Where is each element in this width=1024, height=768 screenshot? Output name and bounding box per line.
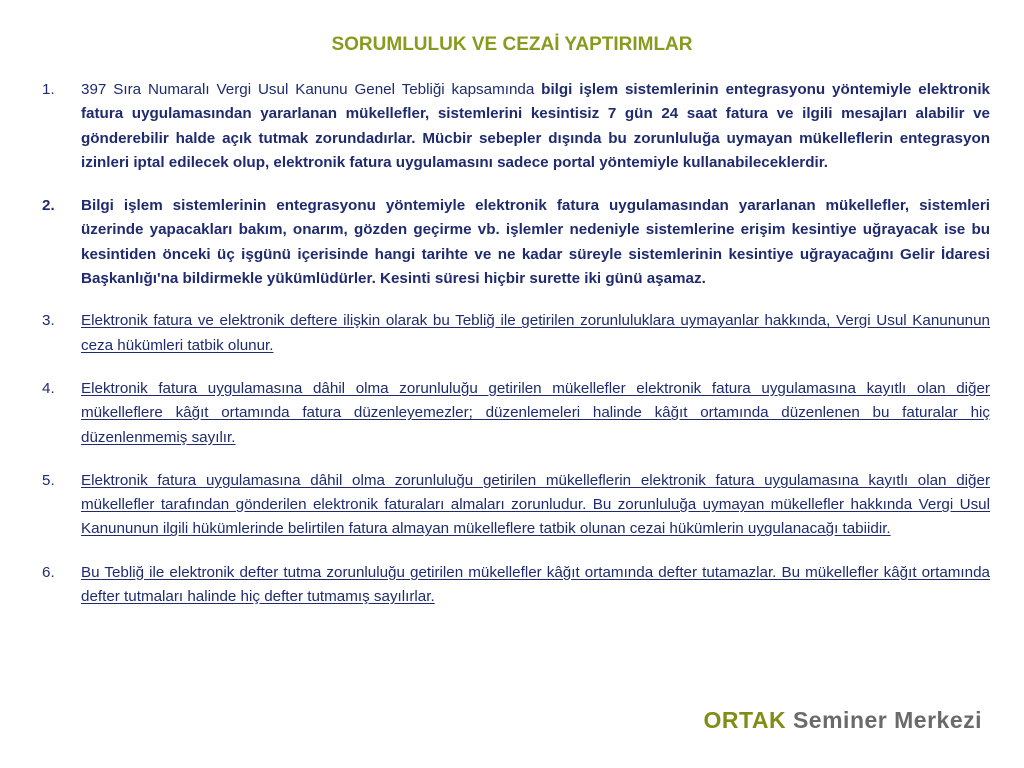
item-text <box>81 78 990 175</box>
list-item <box>42 377 990 450</box>
footer-logo <box>704 707 982 734</box>
footer-brand: ORTAK <box>703 707 787 733</box>
item-text-link[interactable]: Elektronik fatura uygulamasına dâhil olma zorunluluğu getirilen mükelleflerin elektronik fatura uygulamasına kayıtlı olan diğer mükellefler tarafından gönderilen elektronik faturaları almaları zorunludur. Bu zorunluluğa uymayan mükellefler hakkında Vergi Usul Kanununun ilgili hükümlerinde belirtilen fatura almayan mükelleflere tatbik olunan cezai hükümlerin uygulanacağı tabiidir. <box>81 471 990 538</box>
item-text-link[interactable]: Bu Tebliğ ile elektronik defter tutma zorunluluğu getirilen mükellefler kâğıt ortamında defter tutamazlar. Bu mükellefler kâğıt ortamında defter tutmaları halinde hiç defter tutmamış sayılırlar. <box>81 563 990 606</box>
slide-title: SORUMLULUK VE CEZAİ YAPTIRIMLAR <box>331 34 693 55</box>
item-text-link[interactable]: Elektronik fatura ve elektronik deftere ilişkin olarak bu Tebliğ ile getirilen zorunluluklara uymayanlar hakkında, Vergi Usul Kanununun ceza hükümleri tatbik olunur. <box>81 312 990 354</box>
sanctions-list <box>42 78 990 609</box>
item-text: Bilgi işlem sistemlerinin entegrasyonu yöntemiyle elektronik fatura uygulamasından yararlanan mükellefler, sistemleri üzerinde yapacakları bakım, onarım, gözden geçirme vb. işlemler nedeniyle sistemlerine erişim kesintiye uğrayacak ise bu kesintiden önceki üç işgünü içerisinde hangi tarihte ve ne kadar süreyle sistemlerinin kesintiye uğrayacağını Gelir İdaresi Başkanlığı'na bildirmekle yükümlüdürler. Kesinti süresi hiçbir surette iki günü aşamaz. <box>81 197 990 288</box>
list-item <box>42 469 990 542</box>
item-number: 2. <box>42 197 55 215</box>
item-number: 3. <box>42 312 55 330</box>
item-number: 5. <box>42 471 55 489</box>
item-number: 4. <box>42 379 55 397</box>
list-item <box>42 309 990 358</box>
list-item <box>42 561 990 610</box>
item-number: 1. <box>42 81 55 98</box>
item-text-plain: 397 Sıra Numaralı Vergi Usul Kanunu Genel Tebliği kapsamında <box>81 81 542 98</box>
list-item <box>42 194 990 291</box>
item-text-bold: bilgi işlem sistemlerinin entegrasyonu yöntemiyle elektronik fatura uygulamasından yararlanan mükellefler, sistemlerini kesintisiz 7 gün 24 saat fatura ve ilgili mesajları alabilir ve gönderebilir halde açık tutmak zorundadırlar. Mücbir sebepler dışında bu zorunluluğa uymayan mükelleflerin entegrasyon izinleri iptal edilecek olup, elektronik fatura uygulamasını sadece portal yöntemiyle kullanabileceklerdir. <box>81 81 991 171</box>
list-item <box>42 78 990 175</box>
item-number: 6. <box>42 563 55 581</box>
footer-text: Seminer Merkezi <box>786 707 982 733</box>
item-text-link[interactable]: Elektronik fatura uygulamasına dâhil olma zorunluluğu getirilen mükellefler elektronik fatura uygulamasına kayıtlı olan diğer mükelleflere kâğıt ortamında fatura düzenleyemezler; düzenlemeleri halinde kâğıt ortamında düzenlenen bu faturalar hiç düzenlenmemiş sayılır. <box>81 379 990 446</box>
